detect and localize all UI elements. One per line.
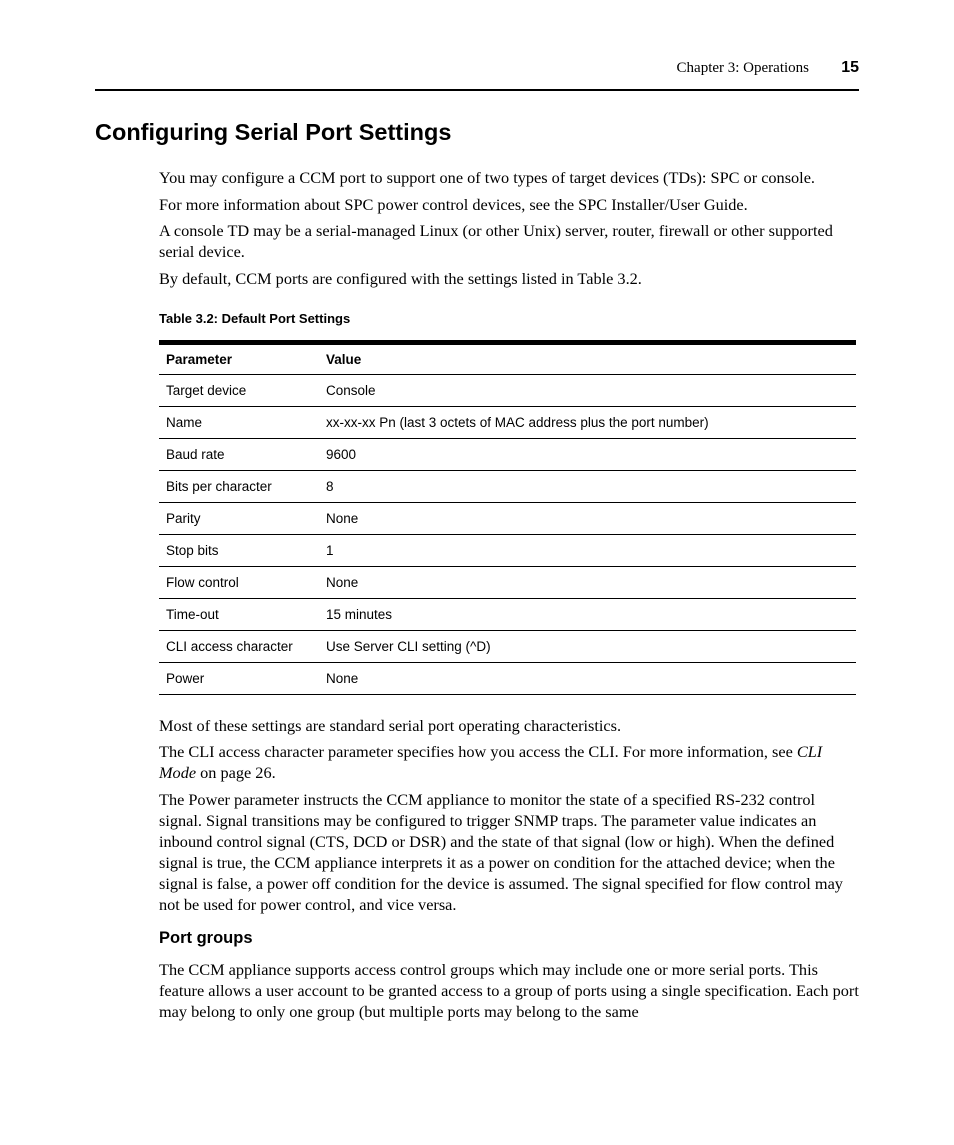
value-cell: 1 [319, 534, 856, 566]
parameter-cell: Baud rate [159, 438, 319, 470]
body-paragraph: Most of these settings are standard serial port operating characteristics. [159, 715, 622, 735]
body-paragraph [159, 741, 859, 783]
parameter-cell: Power [159, 662, 319, 694]
default-port-settings-table [159, 340, 856, 695]
parameter-cell: Flow control [159, 566, 319, 598]
body-content [159, 167, 859, 1027]
header-divider [95, 89, 859, 91]
parameter-cell: Name [159, 406, 319, 438]
value-cell: None [319, 566, 856, 598]
value-cell: 9600 [319, 438, 856, 470]
value-cell: Use Server CLI setting (^D) [319, 630, 856, 662]
table-header-row [159, 342, 856, 374]
table-row [159, 662, 856, 694]
body-paragraph: The CCM appliance supports access control groups which may include one or more serial ports. This feature allows a user account to be granted access to a group of ports using a single specification. Each port may belong to only one group (but multiple ports may belong to the same [159, 959, 859, 1021]
value-cell: xx-xx-xx Pn (last 3 octets of MAC address plus the port number) [319, 406, 856, 438]
table-row [159, 470, 856, 502]
parameter-cell: Bits per character [159, 470, 319, 502]
table-row [159, 374, 856, 406]
text-span: The CLI access character parameter specifies how you access the CLI. For more information, see [159, 742, 797, 761]
chapter-title: Chapter 3: Operations [676, 60, 809, 76]
column-header-parameter: Parameter [159, 342, 319, 374]
value-cell: None [319, 662, 856, 694]
table-row [159, 566, 856, 598]
table-row [159, 406, 856, 438]
body-paragraph: The Power parameter instructs the CCM appliance to monitor the state of a specified RS-232 control signal. Signal transitions may be configured to trigger SNMP traps. The parameter value indicates an inbound control signal (CTS, DCD or DSR) and the state of that signal (low or high). When the defined signal is true, the CCM appliance interprets it as a power on condition for the attached device; when the signal is false, a power off condition for the device is assumed. The signal specified for flow control may not be used for power control, and vice versa. [159, 789, 843, 914]
value-cell: 8 [319, 470, 856, 502]
intro-paragraph: By default, CCM ports are configured with the settings listed in Table 3.2. [159, 268, 642, 288]
table-row [159, 534, 856, 566]
parameter-cell: Target device [159, 374, 319, 406]
value-cell: 15 minutes [319, 598, 856, 630]
parameter-cell: CLI access character [159, 630, 319, 662]
table-row [159, 438, 856, 470]
intro-paragraph: You may configure a CCM port to support one of two types of target devices (TDs): SPC or console. [159, 168, 815, 187]
value-cell: Console [319, 374, 856, 406]
table-row [159, 502, 856, 534]
table-row [159, 598, 856, 630]
page-title: Configuring Serial Port Settings [95, 119, 452, 145]
after-table-section [159, 715, 859, 915]
page-number: 15 [841, 59, 859, 76]
text-span: on page 26. [196, 763, 276, 782]
table-caption: Table 3.2: Default Port Settings [159, 310, 351, 326]
parameter-cell: Stop bits [159, 534, 319, 566]
intro-paragraph: For more information about SPC power control devices, see the SPC Installer/User Guide. [159, 194, 748, 214]
page-header [95, 59, 859, 81]
value-cell: None [319, 502, 856, 534]
parameter-cell: Time-out [159, 598, 319, 630]
intro-paragraph: A console TD may be a serial-managed Linux (or other Unix) server, router, firewall or other supported serial device. [159, 221, 833, 261]
parameter-cell: Parity [159, 502, 319, 534]
table-row [159, 630, 856, 662]
cross-reference-link[interactable]: CLI Mode [159, 742, 823, 782]
section-heading-port-groups: Port groups [159, 928, 253, 947]
column-header-value: Value [319, 342, 856, 374]
